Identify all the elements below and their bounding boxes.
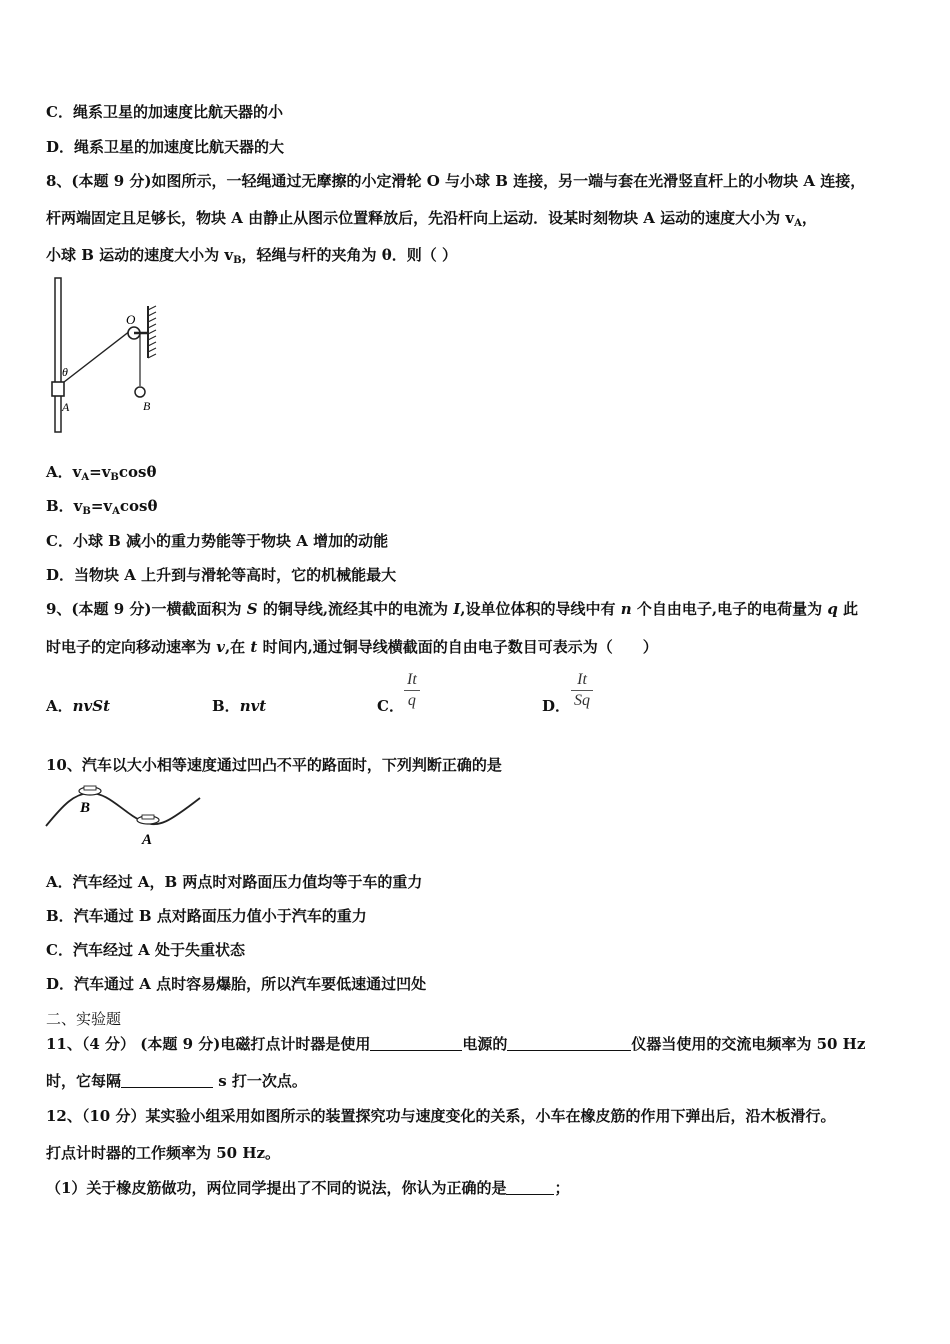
label-b: B bbox=[143, 399, 151, 413]
q9-option-b: B．nvt bbox=[212, 697, 267, 715]
q8-option-a: A．$v_A=v_B\cos\theta$ bbox=[46, 463, 157, 483]
q9-stem-line1: 9、(本题 9 分)一横截面积为 S 的铜导线,流经其中的电流为 I,设单位体积的导线中有 n 个自由电子,电子的电荷量为 q 此 bbox=[46, 600, 859, 618]
q8-option-d: D．当物块 A 上升到与滑轮等高时，它的机械能最大 bbox=[46, 566, 397, 584]
q10-option-c: C．汽车经过 A 处于失重状态 bbox=[46, 941, 246, 959]
q11-stem-line1: 11、（4 分） (本题 9 分)电磁打点计时器是使用 电源的 仪器当使用的交流电频率为 50 Hz bbox=[46, 1035, 866, 1053]
q8-stem-line2: 杆两端固定且足够长，物块 A 由静止从图示位置释放后，先沿杆向上运动．设某时刻物块 A 运动的速度大小为 $v_A$， bbox=[46, 209, 817, 229]
q10-option-d: D．汽车通过 A 点时容易爆胎，所以汽车要低速通过凹处 bbox=[46, 975, 427, 993]
numerator: It bbox=[571, 670, 593, 691]
q9-option-a: A．nvSt bbox=[46, 697, 111, 715]
label-a: A bbox=[62, 400, 70, 414]
q12-stem-line1: 12、（10 分）某实验小组采用如图所示的装置探究功与速度变化的关系，小车在橡皮筋的作用下弹出后，沿木板滑行。 bbox=[46, 1107, 836, 1125]
q7-option-d: D．绳系卫星的加速度比航天器的大 bbox=[46, 138, 285, 156]
q11-stem-line2: 时，它每隔 s 打一次点。 bbox=[46, 1072, 307, 1090]
label-b: B bbox=[80, 800, 91, 816]
label-theta: θ bbox=[62, 365, 68, 379]
denominator: q bbox=[407, 692, 416, 709]
label-o: O bbox=[126, 312, 136, 327]
q9-option-c-fraction bbox=[404, 670, 420, 711]
q9-stem-line2: 时电子的定向移动速率为 v,在 t 时间内,通过铜导线横截面的自由电子数目可表示为（ ） bbox=[46, 638, 658, 656]
section-heading: 二、实验题 bbox=[46, 1010, 122, 1028]
block-a bbox=[52, 382, 64, 396]
road-curve bbox=[46, 793, 200, 826]
denominator: Sq bbox=[574, 692, 590, 709]
q10-stem: 10、汽车以大小相等速度通过凹凸不平的路面时，下列判断正确的是 bbox=[46, 756, 502, 774]
answer-blank-1[interactable] bbox=[370, 1036, 462, 1051]
q7-option-c: C．绳系卫星的加速度比航天器的小 bbox=[46, 103, 283, 121]
q9-option-c-label: C． bbox=[377, 697, 404, 715]
ball-b bbox=[135, 387, 145, 397]
q10-road-figure bbox=[44, 784, 204, 848]
q8-option-b: B．$v_B=v_A\cos\theta$ bbox=[46, 497, 158, 517]
q10-option-b: B．汽车通过 B 点对路面压力值小于汽车的重力 bbox=[46, 907, 367, 925]
q12-subquestion-1: （1）关于橡皮筋做功，两位同学提出了不同的说法，你认为正确的是 ； bbox=[46, 1179, 570, 1197]
q8-pulley-figure bbox=[44, 276, 174, 436]
q8-stem-line1: 8、(本题 9 分)如图所示，一轻绳通过无摩擦的小定滑轮 O 与小球 B 连接，另一端与套在光滑竖直杆上的小物块 A 连接， bbox=[46, 172, 866, 190]
q9-option-d-fraction bbox=[571, 670, 593, 711]
answer-blank-4[interactable] bbox=[506, 1180, 554, 1195]
answer-blank-3[interactable] bbox=[121, 1073, 213, 1088]
answer-blank-2[interactable] bbox=[507, 1036, 631, 1051]
q8-option-c: C．小球 B 减小的重力势能等于物块 A 增加的动能 bbox=[46, 532, 389, 550]
q9-option-d-label: D． bbox=[542, 697, 571, 715]
q12-stem-line2: 打点计时器的工作频率为 50 Hz。 bbox=[46, 1144, 281, 1162]
numerator: It bbox=[404, 670, 420, 691]
q8-stem-line3: 小球 B 运动的速度大小为 $v_B$，轻绳与杆的夹角为 θ．则（ ） bbox=[46, 246, 457, 266]
label-a: A bbox=[142, 832, 153, 848]
rod bbox=[55, 278, 61, 432]
rope bbox=[64, 331, 130, 382]
q10-option-a: A．汽车经过 A，B 两点时对路面压力值均等于车的重力 bbox=[46, 873, 423, 891]
